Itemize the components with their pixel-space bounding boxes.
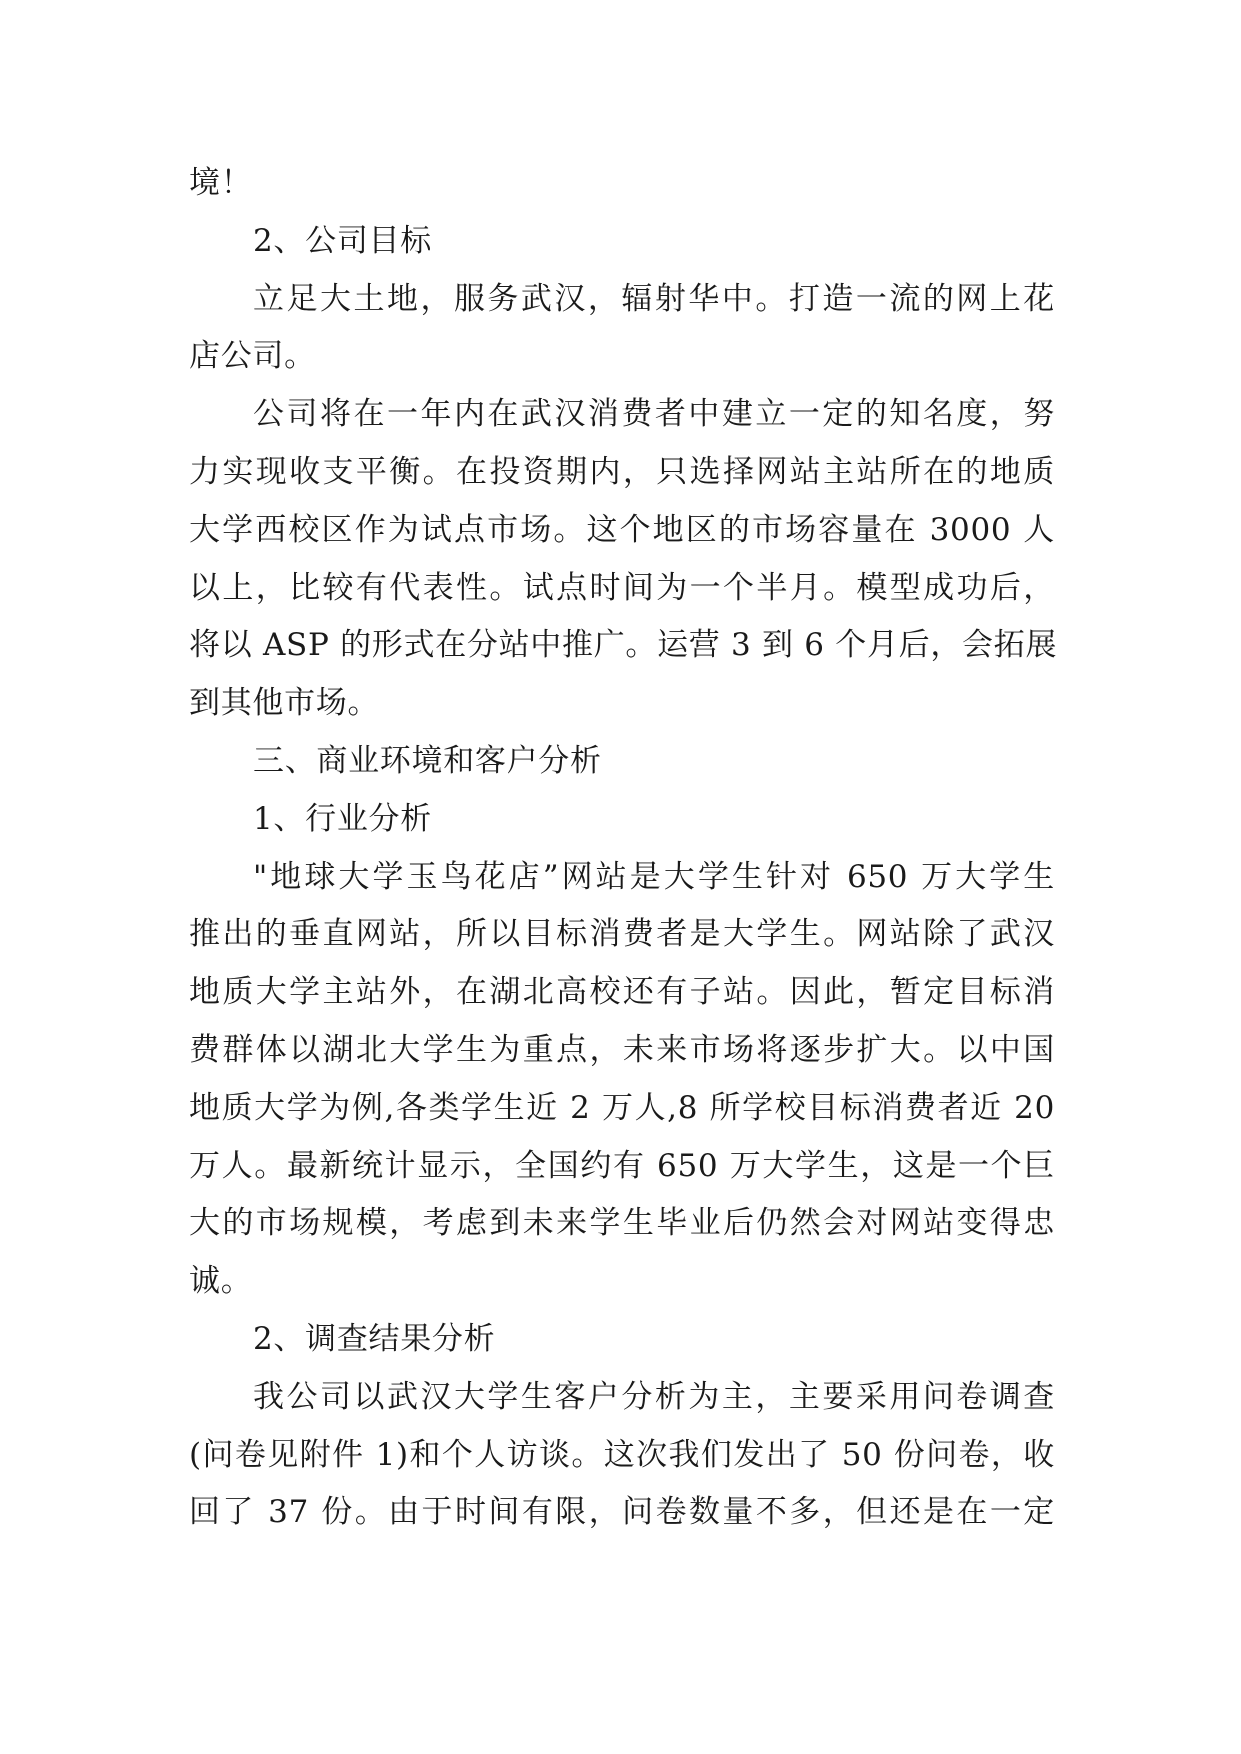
text-line: 回了 37 份。由于时间有限，问卷数量不多，但还是在一定 [189, 1494, 1055, 1531]
text-line: 推出的垂直网站，所以目标消费者是大学生。网站除了武汉 [189, 916, 1055, 953]
text-line: 大的市场规模，考虑到未来学生毕业后仍然会对网站变得忠 [189, 1205, 1055, 1242]
text-line: 三、商业环境和客户分析 [253, 742, 602, 779]
text-line: 2、公司目标 [253, 222, 432, 259]
text-line: 地质大学为例,各类学生近 2 万人,8 所学校目标消费者近 20 [189, 1089, 1055, 1126]
text-line: 万人。最新统计显示，全国约有 650 万大学生，这是一个巨 [189, 1147, 1055, 1184]
text-line: 1、行业分析 [253, 800, 432, 837]
text-line: 立足大土地，服务武汉，辐射华中。打造一流的网上花 [253, 280, 1055, 317]
text-line: 公司将在一年内在武汉消费者中建立一定的知名度，努 [253, 396, 1055, 433]
text-line: 地质大学主站外，在湖北高校还有子站。因此，暂定目标消 [189, 974, 1055, 1011]
text-line: 以上，比较有代表性。试点时间为一个半月。模型成功后， [189, 569, 1055, 606]
text-line: 大学西校区作为试点市场。这个地区的市场容量在 3000 人 [189, 511, 1055, 548]
text-line: "地球大学玉鸟花店”网站是大学生针对 650 万大学生 [253, 858, 1055, 895]
text-line: 力实现收支平衡。在投资期内，只选择网站主站所在的地质 [189, 453, 1055, 490]
text-line: 我公司以武汉大学生客户分析为主，主要采用问卷调查 [253, 1378, 1055, 1415]
text-line: 费群体以湖北大学生为重点，未来市场将逐步扩大。以中国 [189, 1031, 1055, 1068]
text-line: 到其他市场。 [189, 685, 380, 722]
text-body [189, 155, 1058, 1542]
text-line: 将以 ASP 的形式在分站中推广。运营 3 到 6 个月后，会拓展 [189, 627, 1058, 664]
text-line: 诚。 [189, 1263, 253, 1300]
text-line: 店公司。 [189, 338, 316, 375]
text-line: 境！ [189, 165, 253, 201]
text-line: 2、调查结果分析 [253, 1320, 496, 1357]
text-line: (问卷见附件 1)和个人访谈。这次我们发出了 50 份问卷，收 [189, 1436, 1055, 1473]
